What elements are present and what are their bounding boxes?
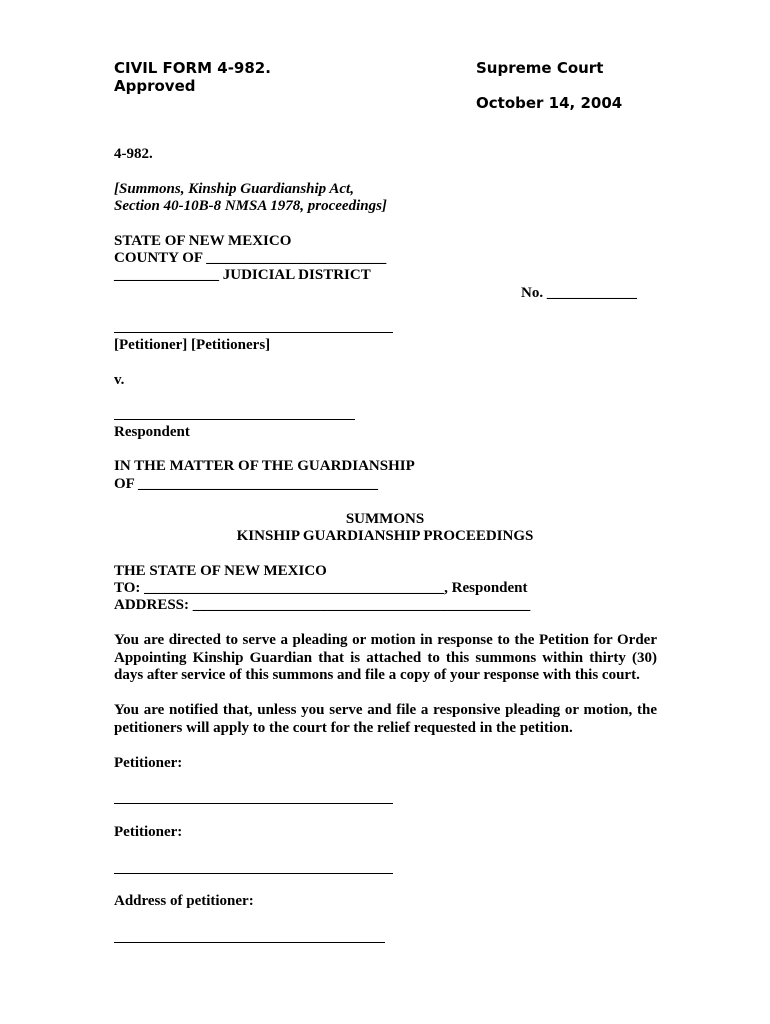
summons-title: SUMMONS — [345, 511, 425, 527]
venue-county: COUNTY OF ________________________ — [114, 250, 387, 266]
body-paragraph-1: You are directed to serve a pleading or motion in response to the Petition for Order Appointing Kinship Guardian that is attached to this summons within thirty (30) days after service of this summons and file a copy of your response with this court. — [114, 632, 657, 683]
form-approved: Approved — [114, 77, 196, 95]
addressee-to: TO: ________________________________________, Respondent — [114, 580, 528, 596]
caption-note-line1: [Summons, Kinship Guardianship Act, — [114, 181, 354, 197]
case-number: No. ____________ — [521, 285, 637, 301]
versus: v. — [114, 372, 125, 388]
venue-district: ______________ JUDICIAL DISTRICT — [114, 267, 371, 283]
matter-line1: IN THE MATTER OF THE GUARDIANSHIP — [114, 458, 415, 474]
respondent-label: Respondent — [114, 424, 190, 440]
petitioner-address-line — [114, 942, 385, 943]
venue-state: STATE OF NEW MEXICO — [114, 233, 292, 249]
petitioner-name-line — [114, 332, 393, 333]
petitioner2-label: Petitioner: — [114, 824, 183, 840]
body-paragraph-2: You are notified that, unless you serve and file a responsive pleading or motion, the petitioners will apply to the court for the relief requested in the petition. — [114, 702, 657, 736]
petitioner-address-label: Address of petitioner: — [114, 893, 254, 909]
petitioner1-signature-line — [114, 803, 393, 804]
approval-date: October 14, 2004 — [476, 94, 623, 112]
summons-subtitle: KINSHIP GUARDIANSHIP PROCEEDINGS — [236, 528, 534, 544]
addressee-state: THE STATE OF NEW MEXICO — [114, 563, 327, 579]
petitioner-label: [Petitioner] [Petitioners] — [114, 337, 271, 353]
form-number: CIVIL FORM 4-982. — [114, 59, 271, 77]
court-name: Supreme Court — [476, 59, 604, 77]
rule-number: 4-982. — [114, 146, 153, 162]
respondent-name-line — [114, 419, 355, 420]
addressee-address: ADDRESS: _____________________________________________ — [114, 597, 531, 613]
petitioner1-label: Petitioner: — [114, 755, 183, 771]
matter-line2: OF ________________________________ — [114, 476, 379, 492]
caption-note-line2: Section 40-10B-8 NMSA 1978, proceedings] — [114, 198, 387, 214]
petitioner2-signature-line — [114, 873, 393, 874]
